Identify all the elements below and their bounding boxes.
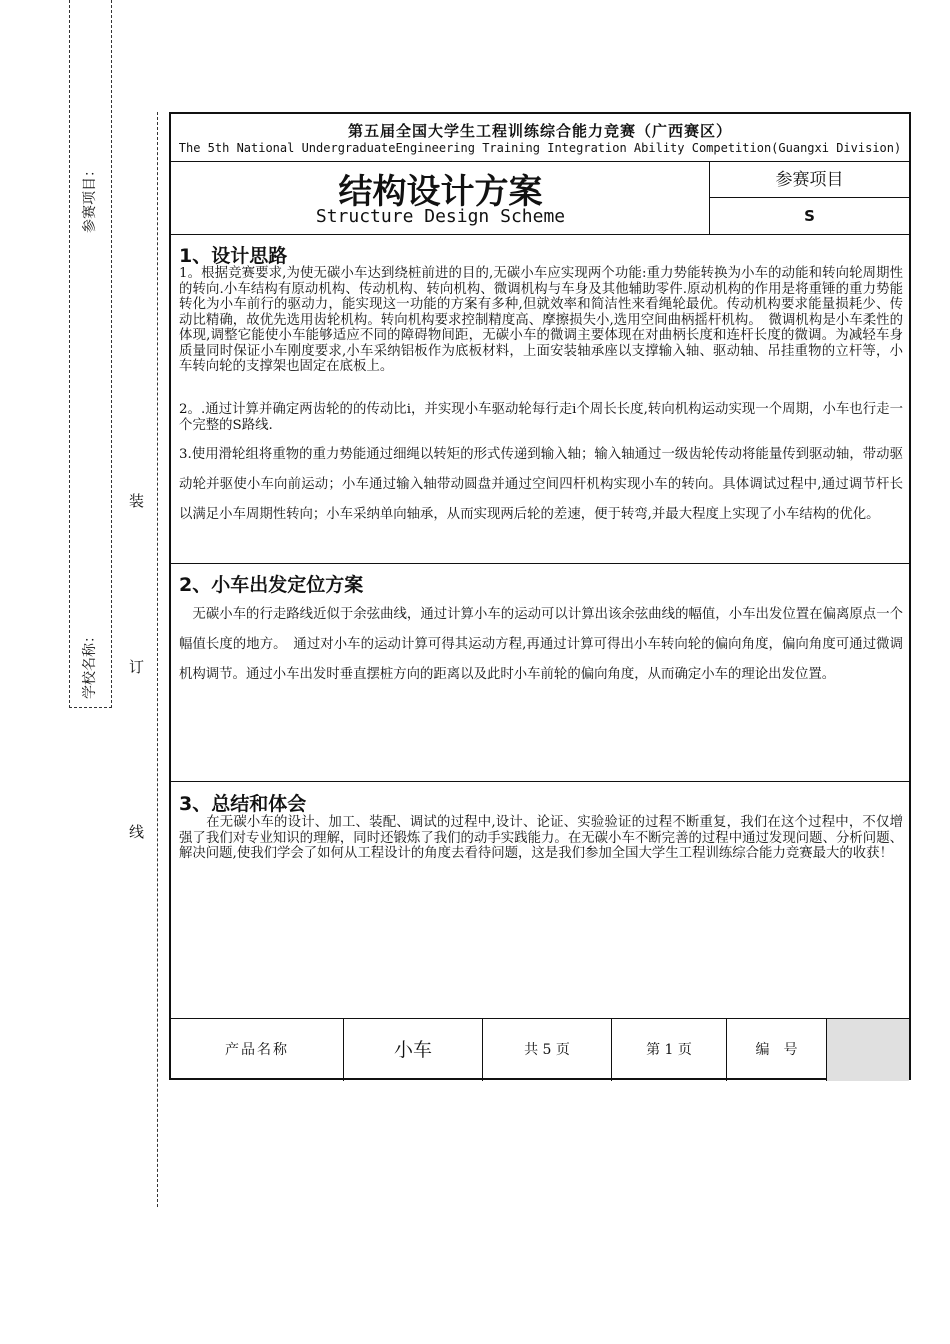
total-pages: 共 5 页 — [483, 1019, 612, 1081]
form-header — [171, 114, 909, 162]
margin-box — [69, 0, 112, 708]
design-form — [169, 112, 911, 1080]
form-footer — [171, 1019, 909, 1081]
number-label: 编 号 — [727, 1019, 827, 1081]
product-name-label: 产品名称 — [171, 1019, 344, 1081]
project-margin-label: 参赛项目： — [82, 163, 98, 233]
section-title: 3、总结和体会 — [179, 793, 307, 815]
paragraph: 3.使用滑轮组将重物的重力势能通过细绳以转矩的形式传递到输入轴；输入轴通过一级齿轮传动将能量传到驱动轴，带动驱动轮并驱使小车向前运动；小车通过输入轴带动圆盘并通过空间四杆机构实现小车的转向。具体调试过程中,通过调节杆长以满足小车周期性转向；小车采纳单向轴承，从而实现两后轮的差速，便于转弯,并最大程度上实现了小车结构的优化。 — [179, 447, 903, 522]
school-margin-label: 学校名称： — [82, 629, 98, 699]
doc-title-row — [171, 162, 909, 235]
binding-line — [157, 112, 158, 1207]
binding-char-ding: 订 — [129, 658, 145, 676]
competition-title: 第五届全国大学生工程训练综合能力竞赛（广西赛区） — [347, 122, 732, 140]
doc-title-en: Structure Design Scheme — [315, 206, 566, 227]
paragraph: 在无碳小车的设计、加工、装配、调试的过程中,设计、论证、实验验证的过程不断重复，我们在这个过程中，不仅增强了我们对专业知识的理解，同时还锻炼了我们的动手实践能力。在无碳小车不断完善的过程中通过发现问题、分析问题、解决问题,使我们学会了如何从工程设计的角度去看待问题，这是我们参加全国大学生工程训练综合能力竞赛最大的收获！ — [179, 815, 903, 861]
paragraph: 1。根据竞赛要求,为使无碳小车达到绕桩前进的目的,无碳小车应实现两个功能:重力势能转换为小车的动能和转向轮周期性的转向.小车结构有原动机构、传动机构、转向机构、微调机构与车身及其他辅助零件.原动机构的作用是将重锤的重力势能转化为小车前行的驱动力，能实现这一功能的方案有多种,但就效率和简洁性来看绳轮最优。传动机构要求能量损耗少、传动比精确，故优先选用齿轮机构。转向机构要求控制精度高、摩擦损失小,选用空间曲柄摇杆机构。 微调机构是小车柔性的体现,调整它能使小车能够适应不同的障碍物间距，无碳小车的微调主要体现在对曲柄长度和连杆长度的微调。为减轻车身质量同时保证小车刚度要求,小车采纳铝板作为底板材料，上面安装轴承座以支撑输入轴、驱动轴、吊挂重物的立杆等，小车转向轮的支撑架也固定在底板上。 — [179, 266, 903, 374]
number-value — [827, 1019, 909, 1081]
competition-title-en: The 5th National UndergraduateEngineering Training Integration Ability Competition(Guangxi Division) — [178, 141, 902, 155]
doc-title: 结构设计方案 — [338, 172, 543, 212]
section-start-position — [171, 564, 909, 782]
binding-char-xian: 线 — [129, 823, 145, 841]
project-value: S — [804, 207, 815, 225]
project-label: 参赛项目 — [710, 162, 909, 198]
paragraph: 无碳小车的行走路线近似于余弦曲线，通过计算小车的运动可以计算出该余弦曲线的幅值，小车出发位置在偏离原点一个幅值长度的地方。 通过对小车的运动计算可得其运动方程,再通过计算可得出小车转向轮的偏向角度，偏向角度可通过微调机构调节。通过小车出发时垂直摆桩方向的距离以及此时小车前轮的偏向角度，从而确定小车的理论出发位置。 — [179, 607, 903, 682]
paragraph: 2。.通过计算并确定两齿轮的的传动比i，并实现小车驱动轮每行走i个周长长度,转向机构运动实现一个周期，小车也行走一个完整的S路线. — [179, 402, 903, 433]
product-name-value: 小车 — [344, 1019, 483, 1081]
section-summary — [171, 782, 909, 1019]
page-number: 第 1 页 — [612, 1019, 727, 1081]
section-design-idea — [171, 235, 909, 564]
section-title: 1、设计思路 — [179, 245, 288, 267]
doc-title-cell — [171, 162, 710, 234]
binding-char-zhuang: 装 — [129, 492, 145, 510]
section-title: 2、小车出发定位方案 — [179, 574, 364, 596]
